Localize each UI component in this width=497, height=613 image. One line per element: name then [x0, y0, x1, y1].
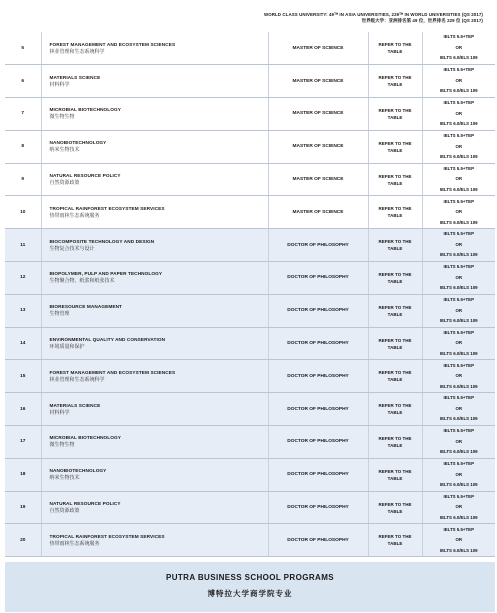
english-requirement-line2: OR	[455, 307, 463, 313]
table-row	[5, 360, 495, 393]
english-requirement-line3: IELTS 6.0/ELS 109	[439, 482, 478, 487]
program-name-zh: 生物聚合物、纸浆和纸张技术	[49, 278, 115, 285]
program-name-en: NANOBIOTECHNOLOGY	[49, 468, 107, 474]
row-number: 20	[5, 524, 41, 557]
table-row	[5, 262, 495, 295]
english-requirement-line1: IELTS 5.5+TEP	[443, 428, 475, 434]
english-requirement-line2: OR	[455, 143, 463, 149]
entry-requirement-line1: REFER TO THE	[378, 42, 412, 48]
english-requirement-line1: IELTS 5.5+TEP	[443, 362, 475, 368]
entry-requirement-line2: TABLE	[387, 475, 403, 481]
section-title: PUTRA BUSINESS SCHOOL PROGRAMS	[165, 573, 334, 582]
row-number: 14	[5, 327, 41, 360]
row-number: 7	[5, 98, 41, 131]
entry-requirement-cell	[368, 393, 422, 426]
entry-requirement-line1: REFER TO THE	[378, 75, 412, 81]
english-requirement-cell	[422, 65, 495, 98]
entry-requirement-line2: TABLE	[387, 246, 403, 252]
english-requirement-line2: OR	[455, 537, 463, 543]
english-requirement-line2: OR	[455, 110, 463, 116]
english-requirement-line1: IELTS 5.5+TEP	[443, 67, 475, 73]
english-requirement-line2: OR	[455, 44, 463, 50]
program-name-en: TROPICAL RAINFOREST ECOSYSTEM SERVICES	[49, 205, 165, 211]
row-number: 10	[5, 196, 41, 229]
english-requirement-line1: IELTS 5.5+TEP	[443, 264, 475, 270]
english-requirement-cell	[422, 294, 495, 327]
entry-requirement-cell	[368, 65, 422, 98]
table-row	[5, 163, 495, 196]
entry-requirement-cell	[368, 130, 422, 163]
english-requirement-line3: IELTS 6.0/ELS 109	[439, 154, 478, 160]
page-header	[183, 12, 483, 24]
degree-cell: MASTER OF SCIENCE	[268, 163, 368, 196]
table-row	[5, 393, 495, 426]
program-name-en: TROPICAL RAINFOREST ECOSYSTEM SERVICES	[49, 533, 165, 539]
program-name-zh: 微生物生物	[49, 442, 75, 449]
entry-requirement-line2: TABLE	[387, 180, 403, 186]
entry-requirement-cell	[368, 360, 422, 393]
program-cell	[41, 458, 268, 491]
english-requirement-line2: OR	[455, 77, 463, 83]
english-requirement-line1: IELTS 5.5+TEP	[443, 165, 475, 171]
row-number: 11	[5, 229, 41, 262]
entry-requirement-line2: TABLE	[387, 541, 403, 547]
entry-requirement-cell	[368, 327, 422, 360]
program-name-zh: 林业管理和生态系统科学	[49, 48, 105, 55]
english-requirement-line1: IELTS 5.5+TEP	[443, 100, 475, 106]
program-cell	[41, 426, 268, 459]
program-name-zh: 林业管理和生态系统科学	[49, 376, 105, 383]
program-cell	[41, 196, 268, 229]
table-row	[5, 196, 495, 229]
program-name-zh: 纳米生物技术	[49, 147, 80, 154]
english-requirement-line3: IELTS 6.0/ELS 109	[439, 55, 478, 61]
english-requirement-line1: IELTS 5.5+TEP	[443, 34, 475, 40]
english-requirement-cell	[422, 196, 495, 229]
entry-requirement-line1: REFER TO THE	[378, 337, 412, 343]
program-cell	[41, 98, 268, 131]
entry-requirement-cell	[368, 426, 422, 459]
english-requirement-cell	[422, 360, 495, 393]
table-row	[5, 229, 495, 262]
entry-requirement-line2: TABLE	[387, 377, 403, 383]
english-requirement-cell	[422, 130, 495, 163]
programs-table	[5, 32, 495, 557]
entry-requirement-cell	[368, 163, 422, 196]
entry-requirement-line2: TABLE	[387, 82, 403, 88]
section-subtitle: 博特拉大学商学院专业	[207, 589, 293, 598]
english-requirement-cell	[422, 163, 495, 196]
degree-cell: MASTER OF SCIENCE	[268, 196, 368, 229]
row-number: 18	[5, 458, 41, 491]
program-name-en: MICROBIAL BIOTECHNOLOGY	[49, 107, 121, 113]
english-requirement-line3: IELTS 6.0/ELS 109	[439, 514, 478, 520]
english-requirement-line1: IELTS 5.5+TEP	[443, 526, 475, 532]
program-cell	[41, 262, 268, 295]
program-cell	[41, 294, 268, 327]
english-requirement-line2: OR	[455, 373, 463, 379]
english-requirement-line2: OR	[455, 274, 463, 280]
entry-requirement-line2: TABLE	[387, 410, 403, 416]
program-name-en: NATURAL RESOURCE POLICY	[49, 173, 121, 179]
english-requirement-line2: OR	[455, 405, 463, 411]
program-name-zh: 环境质量和保护	[49, 344, 85, 351]
english-requirement-line1: IELTS 5.5+TEP	[443, 198, 475, 204]
entry-requirement-line1: REFER TO THE	[378, 304, 412, 310]
program-name-en: BIOPOLYMER, PULP AND PAPER TECHNOLOGY	[49, 271, 163, 277]
english-requirement-line3: IELTS 6.0/ELS 109	[439, 449, 478, 455]
degree-cell: DOCTOR OF PHILOSOPHY	[268, 229, 368, 262]
entry-requirement-line1: REFER TO THE	[378, 501, 412, 507]
entry-requirement-line2: TABLE	[387, 147, 403, 153]
program-cell	[41, 229, 268, 262]
english-requirement-line2: OR	[455, 176, 463, 182]
row-number: 5	[5, 32, 41, 65]
english-requirement-line1: IELTS 5.5+TEP	[443, 297, 475, 303]
entry-requirement-cell	[368, 294, 422, 327]
program-cell	[41, 360, 268, 393]
entry-requirement-line1: REFER TO THE	[378, 271, 412, 277]
english-requirement-line2: OR	[455, 504, 463, 510]
entry-requirement-cell	[368, 229, 422, 262]
program-cell	[41, 524, 268, 557]
program-name-zh: 自然资源政策	[49, 180, 80, 187]
english-requirement-line3: IELTS 6.0/ELS 109	[439, 547, 478, 553]
entry-requirement-line2: TABLE	[387, 442, 403, 448]
english-requirement-line2: OR	[455, 209, 463, 215]
english-requirement-line3: IELTS 6.0/ELS 109	[439, 350, 478, 356]
entry-requirement-line1: REFER TO THE	[378, 468, 412, 474]
entry-requirement-line1: REFER TO THE	[378, 534, 412, 540]
english-requirement-line3: IELTS 6.0/ELS 109	[439, 252, 478, 258]
entry-requirement-cell	[368, 524, 422, 557]
entry-requirement-line2: TABLE	[387, 508, 403, 514]
entry-requirement-cell	[368, 262, 422, 295]
program-name-zh: 微生物生物	[49, 114, 75, 121]
row-number: 8	[5, 130, 41, 163]
program-name-en: BIOCOMPOSITE TECHNOLOGY AND DESIGN	[49, 238, 155, 244]
entry-requirement-line1: REFER TO THE	[378, 107, 412, 113]
degree-cell: DOCTOR OF PHILOSOPHY	[268, 360, 368, 393]
program-cell	[41, 32, 268, 65]
entry-requirement-cell	[368, 196, 422, 229]
program-cell	[41, 163, 268, 196]
program-name-en: FOREST MANAGEMENT AND ECOSYSTEM SCIENCES	[49, 41, 176, 47]
program-cell	[41, 327, 268, 360]
english-requirement-line3: IELTS 6.0/ELS 109	[439, 416, 478, 422]
table-row	[5, 426, 495, 459]
program-name-zh: 材料科学	[49, 409, 70, 416]
program-name-zh: 热带雨林生态系统服务	[49, 540, 100, 547]
program-name-en: MATERIALS SCIENCE	[49, 402, 101, 408]
row-number: 16	[5, 393, 41, 426]
table-row	[5, 524, 495, 557]
row-number: 15	[5, 360, 41, 393]
entry-requirement-line2: TABLE	[387, 278, 403, 284]
english-requirement-line2: OR	[455, 438, 463, 444]
entry-requirement-cell	[368, 98, 422, 131]
degree-cell: DOCTOR OF PHILOSOPHY	[268, 393, 368, 426]
table-row	[5, 65, 495, 98]
entry-requirement-line2: TABLE	[387, 114, 403, 120]
program-name-zh: 生物管理	[49, 311, 70, 318]
section-footer	[5, 562, 495, 612]
english-requirement-line1: IELTS 5.5+TEP	[443, 493, 475, 499]
english-requirement-cell	[422, 327, 495, 360]
programs-table-body	[5, 32, 495, 557]
program-name-en: MICROBIAL BIOTECHNOLOGY	[49, 435, 121, 441]
program-name-zh: 材料科学	[49, 81, 70, 88]
program-cell	[41, 65, 268, 98]
row-number: 6	[5, 65, 41, 98]
program-name-en: ENVIRONMENTAL QUALITY AND CONSERVATION	[49, 337, 166, 343]
entry-requirement-line2: TABLE	[387, 213, 403, 219]
table-row	[5, 98, 495, 131]
entry-requirement-line1: REFER TO THE	[378, 206, 412, 212]
degree-cell: MASTER OF SCIENCE	[268, 65, 368, 98]
degree-cell: DOCTOR OF PHILOSOPHY	[268, 262, 368, 295]
degree-cell: MASTER OF SCIENCE	[268, 98, 368, 131]
degree-cell: DOCTOR OF PHILOSOPHY	[268, 327, 368, 360]
table-row	[5, 130, 495, 163]
row-number: 9	[5, 163, 41, 196]
english-requirement-cell	[422, 491, 495, 524]
row-number: 19	[5, 491, 41, 524]
entry-requirement-line1: REFER TO THE	[378, 173, 412, 179]
row-number: 13	[5, 294, 41, 327]
entry-requirement-line1: REFER TO THE	[378, 370, 412, 376]
entry-requirement-line2: TABLE	[387, 49, 403, 55]
degree-cell: DOCTOR OF PHILOSOPHY	[268, 426, 368, 459]
english-requirement-line3: IELTS 6.0/ELS 109	[439, 186, 478, 192]
english-requirement-line1: IELTS 5.5+TEP	[443, 461, 475, 466]
english-requirement-line1: IELTS 5.5+TEP	[443, 395, 475, 401]
program-cell	[41, 491, 268, 524]
header-ranking-zh: 世界级大学：亚洲排名第 49 位，世界排名 229 位 (QS 2017)	[361, 18, 483, 23]
english-requirement-line3: IELTS 6.0/ELS 109	[439, 285, 478, 291]
entry-requirement-line2: TABLE	[387, 344, 403, 350]
program-cell	[41, 130, 268, 163]
entry-requirement-line1: REFER TO THE	[378, 403, 412, 409]
degree-cell: DOCTOR OF PHILOSOPHY	[268, 491, 368, 524]
program-name-en: NANOBIOTECHNOLOGY	[49, 140, 107, 146]
entry-requirement-line1: REFER TO THE	[378, 239, 412, 245]
table-row	[5, 491, 495, 524]
entry-requirement-line2: TABLE	[387, 311, 403, 317]
program-name-zh: 纳米生物技术	[49, 475, 80, 482]
english-requirement-cell	[422, 32, 495, 65]
table-row	[5, 458, 495, 491]
english-requirement-line2: OR	[455, 471, 463, 477]
program-name-zh: 自然资源政策	[49, 508, 80, 515]
english-requirement-cell	[422, 458, 495, 491]
english-requirement-cell	[422, 98, 495, 131]
program-name-en: BIORESOURCE MANAGEMENT	[49, 304, 123, 310]
english-requirement-cell	[422, 426, 495, 459]
table-row	[5, 327, 495, 360]
english-requirement-cell	[422, 262, 495, 295]
english-requirement-line1: IELTS 5.5+TEP	[443, 329, 475, 335]
header-ranking-en: WORLD CLASS UNIVERSITY: 49ᵀᴴ IN ASIA UNIVERSITIES, 229ᵀᴴ IN WORLD UNIVERSITIES (QS 2017)	[264, 12, 483, 17]
english-requirement-cell	[422, 229, 495, 262]
degree-cell: DOCTOR OF PHILOSOPHY	[268, 524, 368, 557]
english-requirement-line3: IELTS 6.0/ELS 109	[439, 318, 478, 324]
english-requirement-cell	[422, 393, 495, 426]
row-number: 12	[5, 262, 41, 295]
entry-requirement-cell	[368, 491, 422, 524]
entry-requirement-cell	[368, 458, 422, 491]
degree-cell: DOCTOR OF PHILOSOPHY	[268, 294, 368, 327]
entry-requirement-line1: REFER TO THE	[378, 140, 412, 146]
english-requirement-line2: OR	[455, 241, 463, 247]
entry-requirement-line1: REFER TO THE	[378, 435, 412, 441]
english-requirement-line3: IELTS 6.0/ELS 109	[439, 121, 478, 127]
table-row	[5, 294, 495, 327]
english-requirement-line2: OR	[455, 340, 463, 346]
english-requirement-line3: IELTS 6.0/ELS 109	[439, 88, 478, 94]
program-name-zh: 生物复合技术与设计	[49, 245, 95, 252]
degree-cell: DOCTOR OF PHILOSOPHY	[268, 458, 368, 491]
program-cell	[41, 393, 268, 426]
english-requirement-line3: IELTS 6.0/ELS 109	[439, 219, 478, 225]
english-requirement-line1: IELTS 5.5+TEP	[443, 133, 475, 139]
english-requirement-cell	[422, 524, 495, 557]
program-name-zh: 热带雨林生态系统服务	[49, 212, 100, 219]
row-number: 17	[5, 426, 41, 459]
english-requirement-line3: IELTS 6.0/ELS 109	[439, 383, 478, 389]
degree-cell: MASTER OF SCIENCE	[268, 32, 368, 65]
program-name-en: FOREST MANAGEMENT AND ECOSYSTEM SCIENCES	[49, 369, 176, 375]
english-requirement-line1: IELTS 5.5+TEP	[443, 231, 475, 237]
program-name-en: MATERIALS SCIENCE	[49, 74, 101, 80]
table-row	[5, 32, 495, 65]
program-name-en: NATURAL RESOURCE POLICY	[49, 501, 121, 507]
entry-requirement-cell	[368, 32, 422, 65]
degree-cell: MASTER OF SCIENCE	[268, 130, 368, 163]
